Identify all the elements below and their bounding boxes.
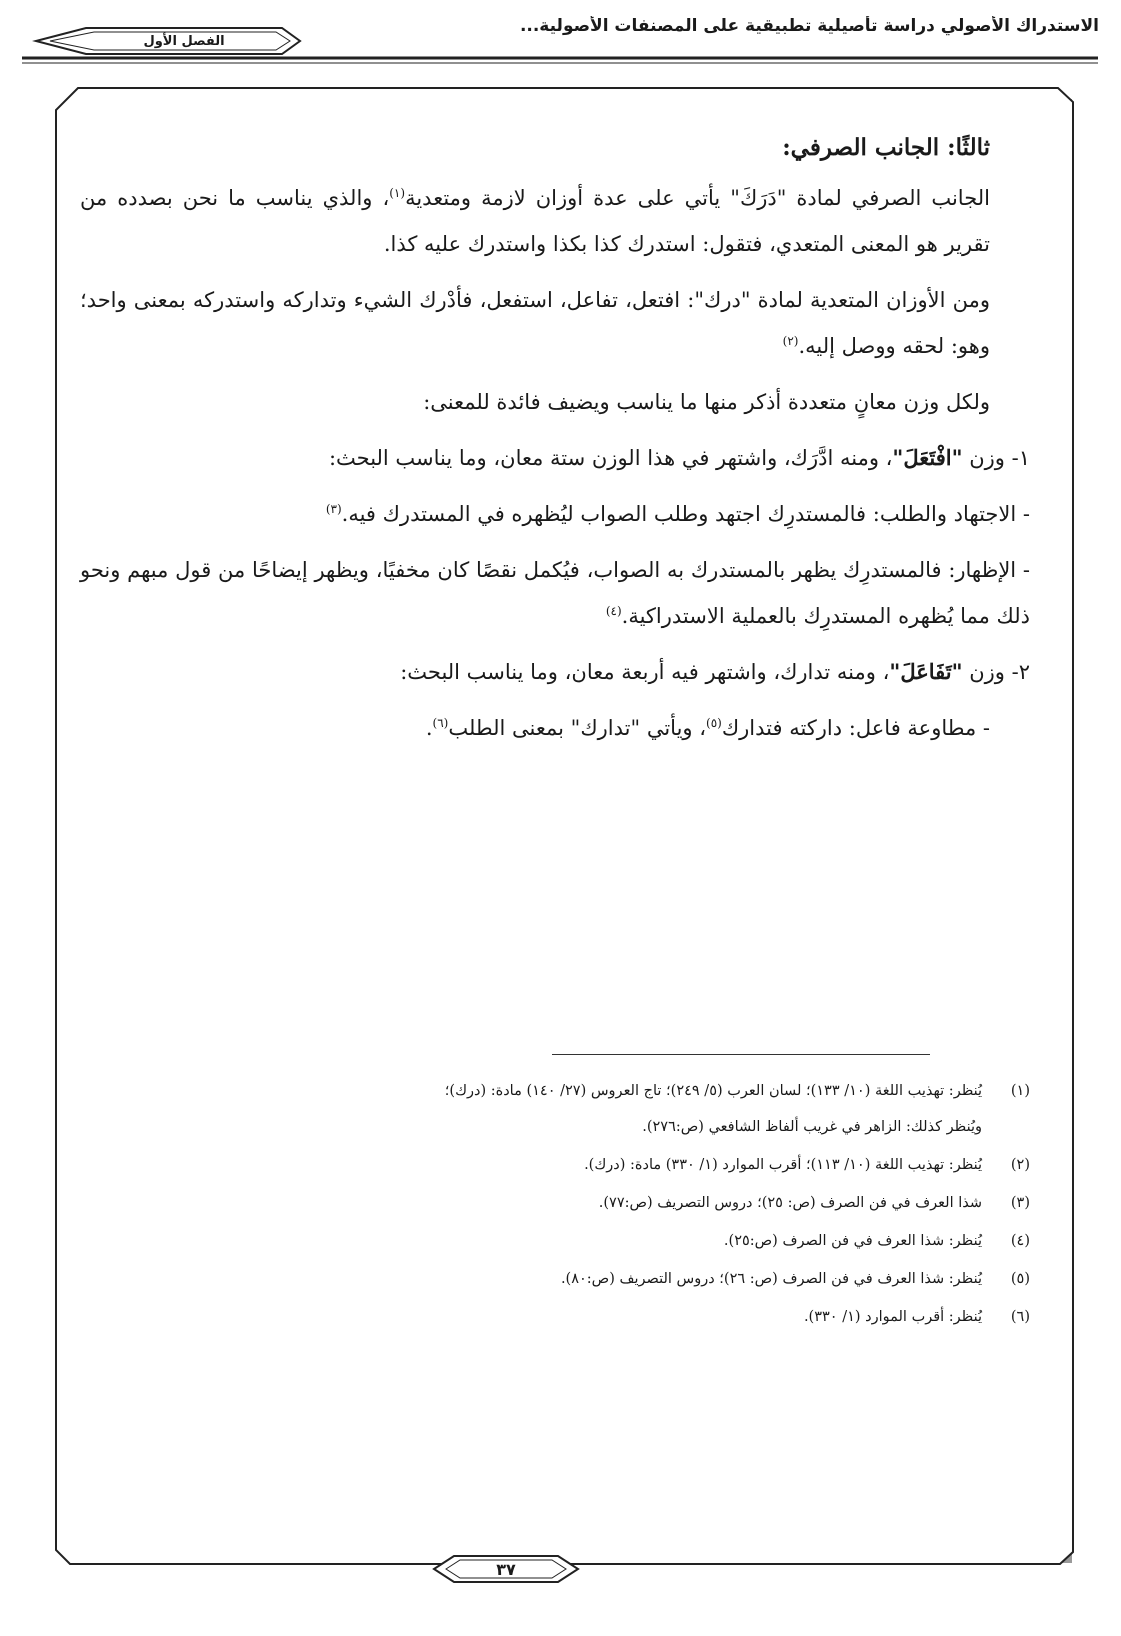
footnote-item: (٥)يُنظر: شذا العرف في فن الصرف (ص: ٢٦)؛ دروس التصريف (ص:٨٠). [560, 1271, 1030, 1287]
paragraph-1: الجانب الصرفي لمادة "دَرَكَ" يأتي على عدة أوزان لازمة ومتعدية$^{(١)}$، والذي يناسب ما نحن بصدده من تقرير هو المعنى المتعدي، فتقول: استدرك كذا بكذا واستدرك عليه كذا. [80, 186, 990, 256]
section-heading: ثالثًا: الجانب الصرفي: [782, 134, 990, 161]
book-title: الاستدراك الأصولي دراسة تأصيلية تطبيقية على المصنفات الأصولية... [519, 16, 1099, 36]
verb-form: "افْتَعَلَ" [892, 445, 963, 470]
list-item-1: ١- وزن "افْتَعَلَ"، ومنه ادَّرَك، واشتهر في هذا الوزن ستة معان، وما يناسب البحث: [328, 445, 1030, 470]
bullet-2: - الإظهار: فالمستدرِك يظهر بالمستدرك به الصواب، فيُكمل نقصًا كان مخفيًا، ويظهر إيضاحًا من قول مبهم ونحو ذلك مما يُظهره المستدرِك بالعملية الاستدراكية.$^{(٤)}$ [80, 558, 1030, 628]
paragraph-2: ومن الأوزان المتعدية لمادة "درك": افتعل، تفاعل، استفعل، فأدْرك الشيء وتداركه واستدركه بمعنى واحد؛ وهو: لحقه ووصل إليه.$^{(٢)}$ [80, 288, 990, 358]
bullet-3: - مطاوعة فاعل: داركته فتدارك$^{(٥)}$، ويأتي "تدارك" بمعنى الطلب$^{(٦)}$. [425, 716, 990, 740]
list-item-2: ٢- وزن "تَفَاعَلَ"، ومنه تدارك، واشتهر فيه أربعة معان، وما يناسب البحث: [400, 659, 1030, 684]
footnote-item: (٢)يُنظر: تهذيب اللغة (١٠/ ١١٣)؛ أقرب الموارد (١/ ٣٣٠) مادة: (درك). [584, 1157, 1030, 1173]
footnote-ref[interactable]: (٦) [432, 716, 449, 730]
footnote-item: (٦)يُنظر: أقرب الموارد (١/ ٣٣٠). [803, 1309, 1030, 1325]
footnote-item: (٣)شذا العرف في فن الصرف (ص: ٢٥)؛ دروس التصريف (ص:٧٧). [598, 1195, 1030, 1211]
verb-form: "تَفَاعَلَ" [889, 659, 963, 684]
footnote-ref[interactable]: (٥) [706, 716, 722, 730]
footnote-divider [552, 1054, 930, 1055]
footnote-ref[interactable]: (٣) [325, 502, 342, 516]
bullet-1: - الاجتهاد والطلب: فالمستدرِك اجتهد وطلب الصواب ليُظهره في المستدرك فيه.$^{(٣)}$ [325, 502, 1030, 526]
main-text [80, 125, 1030, 761]
footnote-ref[interactable]: (٤) [605, 604, 622, 618]
footnote-ref[interactable]: (١) [389, 186, 406, 200]
footnotes [80, 1073, 1030, 1337]
footnote-ref[interactable]: (٢) [782, 334, 799, 348]
paragraph-3: ولكل وزن معانٍ متعددة أذكر منها ما يناسب ويضيف فائدة للمعنى: [423, 390, 990, 414]
page-number: ٣٧ [496, 1559, 516, 1579]
footnote-item: (١)يُنظر: تهذيب اللغة (١٠/ ١٣٣)؛ لسان العرب (٥/ ٢٤٩)؛ تاج العروس (٢٧/ ١٤٠) مادة: (درك)؛ ويُنظر كذلك: الزاهر في غريب ألفاظ الشافعي (ص:٢٧٦). [444, 1083, 1030, 1135]
footnote-item: (٤)يُنظر: شذا العرف في فن الصرف (ص:٢٥). [723, 1233, 1030, 1249]
chapter-label: الفصل الأول [143, 33, 225, 49]
